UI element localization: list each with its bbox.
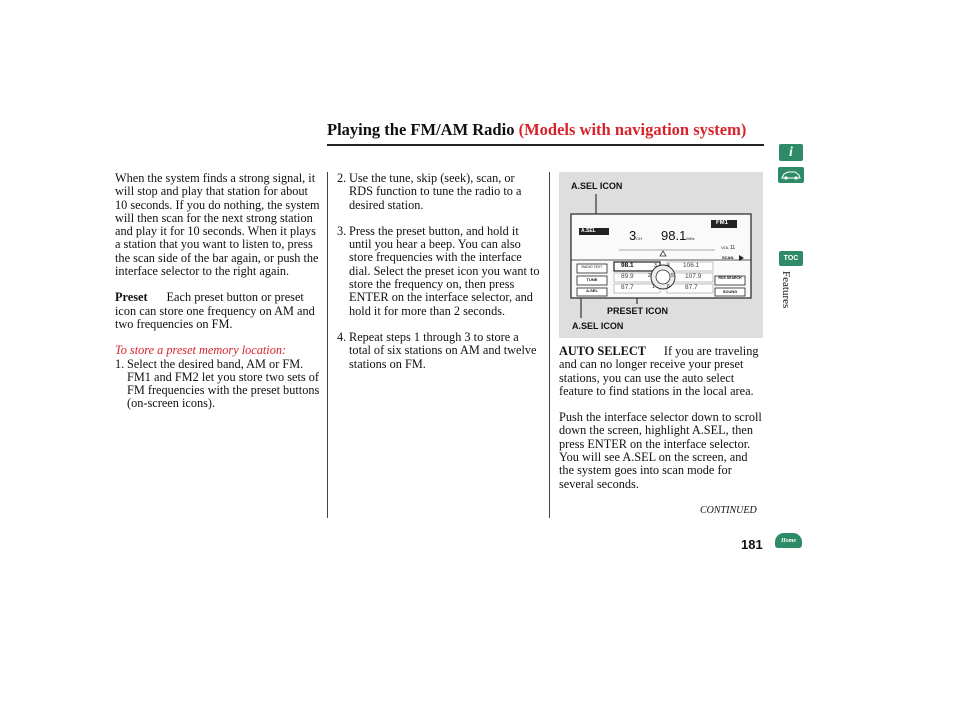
preset-slot-5-num: 5: [671, 273, 674, 279]
asel-button: A.SEL: [586, 288, 598, 293]
title-main: Playing the FM/AM Radio: [327, 120, 515, 139]
preset-slot-4-num: 4: [667, 263, 670, 269]
rds-search-button: RDS SEARCH: [718, 276, 742, 280]
volume-label: VOL: [721, 245, 729, 250]
step-1: [115, 358, 320, 411]
step-3: [337, 225, 541, 318]
radio-screen-figure: [559, 172, 763, 338]
preset-paragraph: [115, 291, 320, 331]
step-1-number: 1.: [115, 356, 125, 371]
asel-icon-label-top: A.SEL ICON: [571, 181, 623, 191]
preset-term: Preset: [115, 290, 148, 305]
preset-slot-2-freq: 89.9: [621, 273, 634, 280]
frequency-unit: MHz: [686, 236, 695, 241]
step-4-text: Repeat steps 1 through 3 to store a total of six stations on AM and twelve stations on FM.: [349, 329, 537, 371]
column-divider-2: [549, 172, 550, 518]
step-3-text: Press the preset button, and hold it until you hear a beep. You can also store frequencies with the interface dial. Select the preset icon you want to store the frequency on, then press ENTER on the interface selector, and hold it for more than 2 seconds.: [349, 223, 540, 318]
band-indicator: FM1: [716, 220, 728, 226]
vehicle-index-button[interactable]: [778, 167, 804, 183]
sound-button: SOUND: [722, 289, 738, 294]
step-4-number: 4.: [337, 329, 347, 344]
toc-button[interactable]: [779, 251, 803, 266]
title-rule: [327, 144, 764, 146]
store-heading: To store a preset memory location:: [115, 343, 287, 358]
channel-unit: CH: [636, 236, 643, 241]
car-icon: [780, 170, 802, 180]
frequency-value: 98.1: [661, 228, 687, 243]
section-tab-features: Features: [780, 271, 792, 309]
current-preset-number: 3: [629, 228, 637, 243]
volume-readout: [721, 245, 735, 251]
auto-select-term: AUTO SELECT: [559, 344, 646, 358]
asel-icon-label-bottom: A.SEL ICON: [572, 321, 624, 331]
continued-label: CONTINUED: [700, 505, 757, 516]
preset-slot-1-freq: 87.7: [621, 284, 634, 291]
preset-slot-6-num: 6: [667, 284, 670, 290]
scan-paragraph: When the system finds a strong signal, it will stop and play that station for about 10 seconds. If you do nothing, the system will then scan for the next strong station and play it for 10 seconds. When it plays a station that you want to listen to, press the scan side of the bar again, or push the interface selector to the right again.: [115, 171, 320, 279]
preset-slot-1-num: 1: [652, 284, 655, 290]
preset-icon-label: PRESET ICON: [607, 306, 669, 316]
scan-label: SCAN: [722, 255, 734, 260]
step-2-number: 2.: [337, 171, 347, 185]
current-preset: [629, 228, 642, 243]
preset-slot-6-freq: 87.7: [685, 284, 698, 291]
step-2: [337, 172, 541, 212]
preset-slot-2-num: 2: [648, 273, 651, 279]
step-4: [337, 331, 541, 371]
info-button[interactable]: [779, 144, 803, 161]
asel-screen-icon: A.SEL: [581, 228, 596, 234]
preset-slot-3-freq: 98.1: [621, 262, 634, 269]
home-label: Home: [781, 537, 796, 544]
current-frequency: [661, 228, 695, 243]
radio-text-button: RADIO TEXT: [581, 265, 603, 269]
step-1-text: Select the desired band, AM or FM. FM1 and FM2 let you store two sets of FM frequencies with the preset buttons (on-screen icons).: [127, 356, 320, 411]
page-title: [327, 120, 746, 140]
asel-instructions: Push the interface selector down to scroll down the screen, highlight A.SEL, then press ENTER on the interface selector. You will see A.SEL on the screen, and the system goes into scan mode for several seconds.: [559, 410, 762, 491]
auto-select-text: If you are traveling and can no longer receive your preset stations, you can use the auto select feature to find stations in the local area.: [559, 344, 759, 398]
page-number: 181: [741, 537, 763, 552]
toc-label: TOC: [783, 255, 799, 262]
column-1: [115, 172, 320, 411]
preset-slot-4-freq: 106.1: [683, 262, 700, 269]
step-2-text: Use the tune, skip (seek), scan, or RDS function to tune the radio to a desired station.: [349, 171, 522, 212]
preset-slot-5-freq: 107.9: [685, 273, 702, 280]
volume-value: 11: [729, 245, 736, 251]
preset-text: Each preset button or preset icon can store one frequency on AM and two frequencies on FM.: [115, 290, 315, 331]
column-3: [559, 345, 764, 491]
title-models: (Models with navigation system): [518, 120, 747, 139]
preset-slot-3-num: 3: [654, 263, 657, 269]
info-icon: i: [789, 144, 793, 160]
tune-button: TUNE: [586, 277, 598, 282]
step-3-number: 3.: [337, 223, 347, 238]
home-button[interactable]: [775, 533, 802, 548]
column-2: [337, 172, 541, 371]
auto-select-paragraph: [559, 345, 764, 398]
column-divider-1: [327, 172, 328, 518]
